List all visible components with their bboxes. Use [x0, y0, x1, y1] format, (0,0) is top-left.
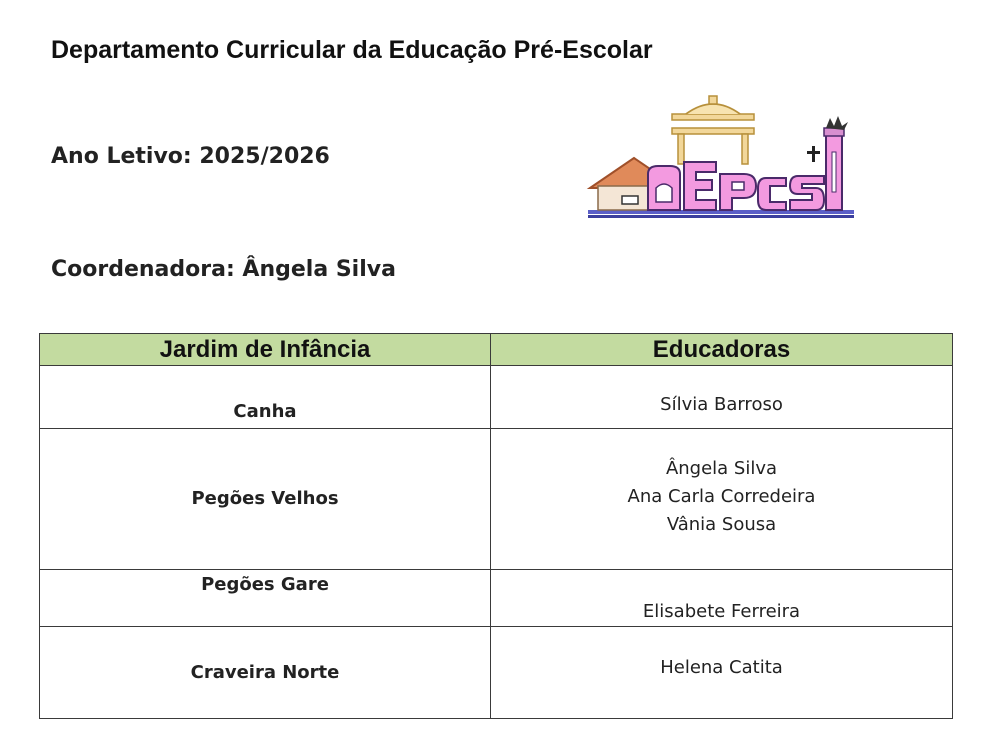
school-name: Canha	[40, 366, 491, 429]
educators-cell	[491, 366, 953, 429]
school-name: Craveira Norte	[40, 627, 491, 719]
column-header-school: Jardim de Infância	[40, 334, 491, 366]
coordinator: Coordenadora: Ângela Silva	[51, 257, 396, 282]
educators-cell	[491, 627, 953, 719]
educator-name: Ângela Silva	[665, 458, 778, 479]
page-title: Departamento Curricular da Educação Pré-Escolar	[51, 36, 653, 64]
school-year: Ano Letivo: 2025/2026	[51, 144, 330, 169]
school-name: Pegões Gare	[40, 570, 491, 627]
table-row	[40, 366, 953, 429]
educators-cell	[491, 570, 953, 627]
table-row	[40, 429, 953, 570]
educator-name: Ana Carla Corredeira	[627, 486, 816, 507]
educator-name: Elisabete Ferreira	[642, 601, 801, 622]
aepcs-school-logo-icon	[586, 92, 858, 224]
educators-cell	[491, 429, 953, 570]
educator-name: Vânia Sousa	[666, 514, 777, 535]
table-row	[40, 627, 953, 719]
kindergarten-table	[39, 333, 953, 719]
school-name: Pegões Velhos	[40, 429, 491, 570]
table-row	[40, 570, 953, 627]
educator-name: Helena Catita	[660, 657, 783, 678]
column-header-educators: Educadoras	[491, 334, 953, 366]
educator-name: Sílvia Barroso	[660, 394, 783, 415]
